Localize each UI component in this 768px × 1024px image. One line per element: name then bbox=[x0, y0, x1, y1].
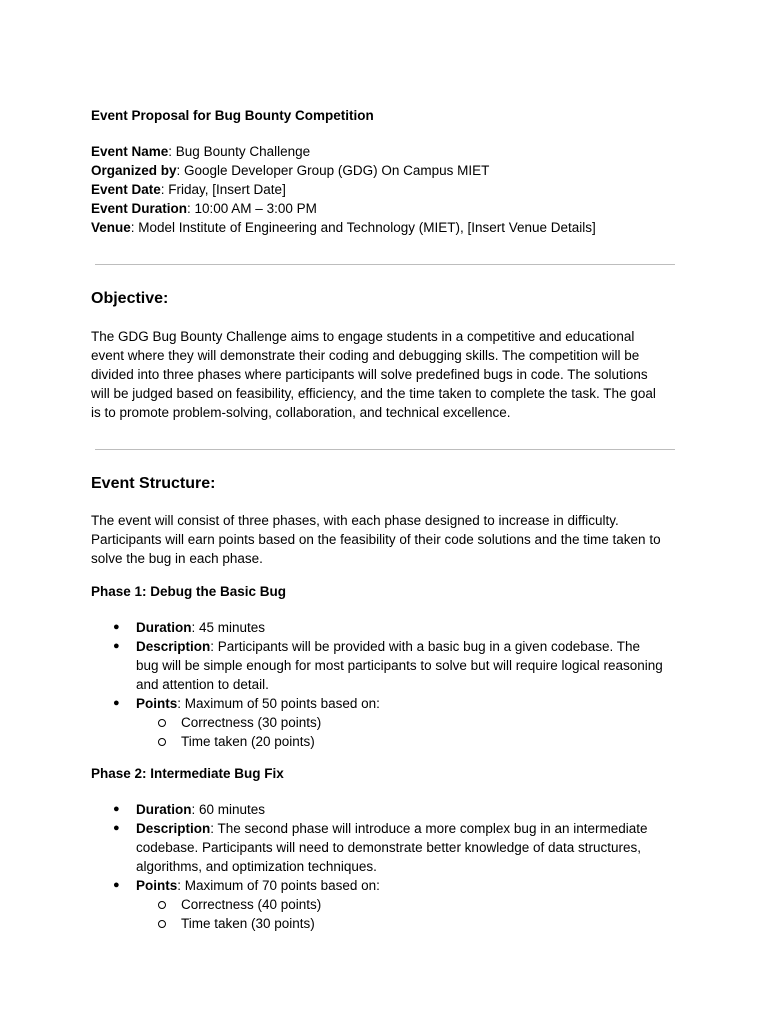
item-value: : Maximum of 50 points based on: bbox=[177, 696, 380, 711]
meta-value: : Bug Bounty Challenge bbox=[168, 144, 311, 159]
list-item bbox=[91, 819, 691, 876]
list-item bbox=[91, 637, 691, 694]
item-label: Points bbox=[136, 696, 178, 711]
list-item bbox=[91, 618, 691, 637]
criteria-text: Correctness (30 points) bbox=[181, 715, 322, 730]
organized-by-line bbox=[91, 161, 596, 180]
event-name-line bbox=[91, 142, 596, 161]
meta-label: Event Name bbox=[91, 144, 169, 159]
phase-2-heading: Phase 2: Intermediate Bug Fix bbox=[91, 766, 284, 781]
paragraph-line: Participants will earn points based on the feasibility of their code solutions and the time taken to bbox=[91, 532, 661, 547]
item-value: : 45 minutes bbox=[191, 620, 266, 635]
item-label: Description bbox=[136, 639, 211, 654]
paragraph-line: will be judged based on feasibility, efficiency, and the time taken to complete the task. The goal bbox=[91, 386, 656, 401]
item-value: : The second phase will introduce a more complex bug in an intermediate bbox=[210, 821, 648, 836]
bullet-icon: ● bbox=[113, 879, 120, 891]
objective-heading: Objective: bbox=[91, 290, 169, 307]
objective-paragraph bbox=[91, 327, 681, 422]
meta-value: : Google Developer Group (GDG) On Campus MIET bbox=[176, 163, 490, 178]
sub-list-item bbox=[91, 713, 691, 732]
paragraph-line: is to promote problem-solving, collaboration, and technical excellence. bbox=[91, 405, 511, 420]
bullet-icon: ● bbox=[113, 803, 120, 815]
venue-line bbox=[91, 218, 596, 237]
meta-value: : Friday, [Insert Date] bbox=[160, 182, 286, 197]
item-label: Duration bbox=[136, 802, 192, 817]
sub-list-item bbox=[91, 895, 691, 914]
list-item bbox=[91, 800, 691, 819]
phase-2-list bbox=[91, 800, 691, 933]
item-text: codebase. Participants will need to demonstrate better knowledge of data structures, bbox=[136, 840, 642, 855]
event-structure-heading: Event Structure: bbox=[91, 475, 216, 492]
event-structure-paragraph bbox=[91, 511, 681, 568]
meta-value: : Model Institute of Engineering and Technology (MIET), [Insert Venue Details] bbox=[130, 220, 596, 235]
event-details bbox=[91, 142, 596, 237]
bullet-icon: ● bbox=[113, 640, 120, 652]
bullet-icon: ● bbox=[113, 822, 120, 834]
hollow-bullet-icon bbox=[158, 738, 166, 746]
paragraph-line: The event will consist of three phases, with each phase designed to increase in difficulty. bbox=[91, 513, 619, 528]
sub-list-item bbox=[91, 914, 691, 933]
paragraph-line: divided into three phases where participants will solve predefined bugs in code. The solutions bbox=[91, 367, 648, 382]
paragraph-line: solve the bug in each phase. bbox=[91, 551, 263, 566]
horizontal-divider bbox=[95, 264, 675, 265]
item-text: bug will be simple enough for most participants to solve but will require logical reasoning bbox=[136, 658, 663, 673]
criteria-text: Time taken (20 points) bbox=[181, 734, 315, 749]
bullet-icon: ● bbox=[113, 621, 120, 633]
paragraph-line: The GDG Bug Bounty Challenge aims to engage students in a competitive and educational bbox=[91, 329, 635, 344]
meta-label: Event Duration bbox=[91, 201, 188, 216]
item-value: : Maximum of 70 points based on: bbox=[177, 878, 380, 893]
item-text: and attention to detail. bbox=[136, 677, 269, 692]
hollow-bullet-icon bbox=[158, 901, 166, 909]
hollow-bullet-icon bbox=[158, 719, 166, 727]
item-label: Points bbox=[136, 878, 178, 893]
item-text: algorithms, and optimization techniques. bbox=[136, 859, 377, 874]
criteria-text: Time taken (30 points) bbox=[181, 916, 315, 931]
phase-1-heading: Phase 1: Debug the Basic Bug bbox=[91, 584, 287, 599]
bullet-icon: ● bbox=[113, 697, 120, 709]
meta-label: Venue bbox=[91, 220, 131, 235]
hollow-bullet-icon bbox=[158, 920, 166, 928]
event-duration-line bbox=[91, 199, 596, 218]
item-value: : 60 minutes bbox=[191, 802, 266, 817]
document-title: Event Proposal for Bug Bounty Competition bbox=[91, 108, 374, 123]
event-date-line bbox=[91, 180, 596, 199]
meta-label: Event Date bbox=[91, 182, 161, 197]
list-item bbox=[91, 694, 691, 713]
phase-1-list bbox=[91, 618, 691, 751]
horizontal-divider bbox=[95, 449, 675, 450]
sub-list-item bbox=[91, 732, 691, 751]
meta-label: Organized by bbox=[91, 163, 177, 178]
criteria-text: Correctness (40 points) bbox=[181, 897, 322, 912]
item-label: Duration bbox=[136, 620, 192, 635]
paragraph-line: event where they will demonstrate their coding and debugging skills. The competition will be bbox=[91, 348, 640, 363]
list-item bbox=[91, 876, 691, 895]
item-label: Description bbox=[136, 821, 211, 836]
meta-value: : 10:00 AM – 3:00 PM bbox=[187, 201, 317, 216]
item-value: : Participants will be provided with a basic bug in a given codebase. The bbox=[210, 639, 641, 654]
